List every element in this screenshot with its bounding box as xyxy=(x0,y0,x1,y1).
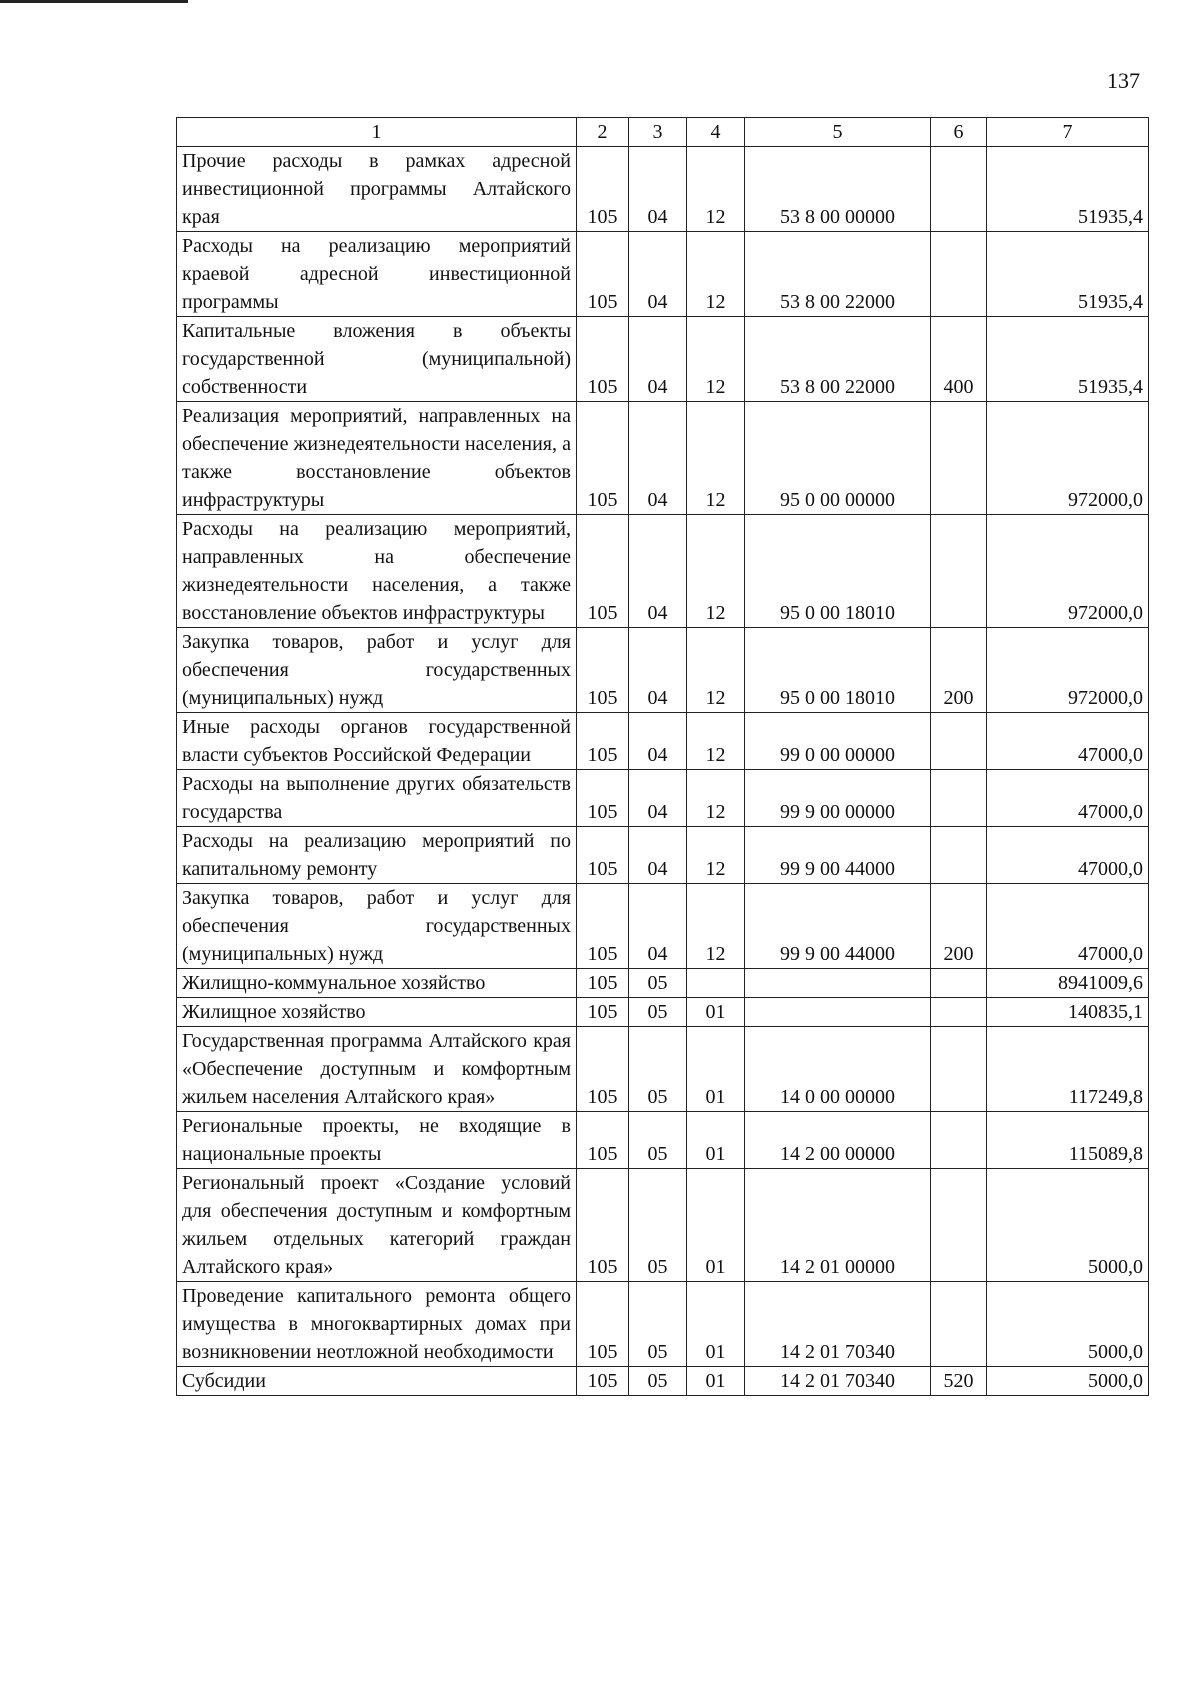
row-code-cell: 14 2 00 00000 xyxy=(745,1112,931,1169)
row-amount-cell: 972000,0 xyxy=(987,402,1149,515)
row-amount-cell: 5000,0 xyxy=(987,1367,1149,1396)
row-code-cell: 99 9 00 44000 xyxy=(745,884,931,969)
table-row xyxy=(177,232,1149,317)
row-code-cell: 14 2 01 70340 xyxy=(745,1367,931,1396)
scan-edge-mark xyxy=(0,0,188,3)
row-name-cell: Реализация мероприятий, направленных на обеспечение жизнедеятельности населения, а также восстановление объектов инфраструктуры xyxy=(177,402,577,515)
row-col-3-cell: 05 xyxy=(629,998,687,1027)
table-row xyxy=(177,969,1149,998)
row-col-2-cell: 105 xyxy=(577,1169,629,1282)
row-name-cell: Расходы на реализацию мероприятий по капитальному ремонту xyxy=(177,827,577,884)
row-col-2-cell: 105 xyxy=(577,317,629,402)
table-row xyxy=(177,1367,1149,1396)
table-row xyxy=(177,317,1149,402)
row-col-4-cell: 12 xyxy=(687,713,745,770)
row-col-6-cell xyxy=(931,713,987,770)
row-amount-cell: 140835,1 xyxy=(987,998,1149,1027)
row-col-4-cell: 12 xyxy=(687,884,745,969)
row-col-4-cell: 12 xyxy=(687,628,745,713)
row-code-cell: 95 0 00 18010 xyxy=(745,515,931,628)
row-name-cell: Проведение капитального ремонта общего имущества в многоквартирных домах при возникновении неотложной необходимости xyxy=(177,1282,577,1367)
header-col-7: 7 xyxy=(987,118,1149,147)
row-name-cell: Закупка товаров, работ и услуг для обеспечения государственных (муниципальных) нужд xyxy=(177,884,577,969)
row-col-6-cell xyxy=(931,827,987,884)
row-name-cell: Региональный проект «Создание условий для обеспечения доступным и комфортным жильем отдельных категорий граждан Алтайского края» xyxy=(177,1169,577,1282)
row-code-cell: 99 0 00 00000 xyxy=(745,713,931,770)
row-col-4-cell: 12 xyxy=(687,232,745,317)
row-col-4-cell: 01 xyxy=(687,1367,745,1396)
row-col-2-cell: 105 xyxy=(577,1027,629,1112)
header-col-1: 1 xyxy=(177,118,577,147)
row-col-2-cell: 105 xyxy=(577,147,629,232)
row-col-2-cell: 105 xyxy=(577,402,629,515)
table-row xyxy=(177,1112,1149,1169)
table-row xyxy=(177,1282,1149,1367)
row-col-4-cell: 01 xyxy=(687,1169,745,1282)
row-code-cell: 99 9 00 44000 xyxy=(745,827,931,884)
row-col-6-cell xyxy=(931,1282,987,1367)
table-row xyxy=(177,515,1149,628)
row-code-cell: 99 9 00 00000 xyxy=(745,770,931,827)
table-row xyxy=(177,402,1149,515)
header-col-5: 5 xyxy=(745,118,931,147)
row-col-2-cell: 105 xyxy=(577,232,629,317)
row-col-6-cell xyxy=(931,1169,987,1282)
row-col-2-cell: 105 xyxy=(577,628,629,713)
row-col-3-cell: 05 xyxy=(629,1112,687,1169)
row-col-4-cell: 12 xyxy=(687,827,745,884)
row-col-2-cell: 105 xyxy=(577,1282,629,1367)
row-col-4-cell: 01 xyxy=(687,1282,745,1367)
row-code-cell: 95 0 00 18010 xyxy=(745,628,931,713)
row-col-6-cell xyxy=(931,147,987,232)
row-col-3-cell: 04 xyxy=(629,628,687,713)
table-row xyxy=(177,628,1149,713)
row-col-4-cell: 01 xyxy=(687,1112,745,1169)
row-col-3-cell: 04 xyxy=(629,770,687,827)
row-col-3-cell: 04 xyxy=(629,232,687,317)
budget-table xyxy=(176,117,1149,1396)
row-col-6-cell: 200 xyxy=(931,884,987,969)
header-col-2: 2 xyxy=(577,118,629,147)
row-code-cell: 14 0 00 00000 xyxy=(745,1027,931,1112)
row-col-4-cell: 12 xyxy=(687,770,745,827)
row-amount-cell: 5000,0 xyxy=(987,1282,1149,1367)
row-col-4-cell: 12 xyxy=(687,317,745,402)
row-name-cell: Государственная программа Алтайского края «Обеспечение доступным и комфортным жильем населения Алтайского края» xyxy=(177,1027,577,1112)
row-name-cell: Закупка товаров, работ и услуг для обеспечения государственных (муниципальных) нужд xyxy=(177,628,577,713)
row-col-3-cell: 05 xyxy=(629,1282,687,1367)
row-amount-cell: 51935,4 xyxy=(987,147,1149,232)
row-col-4-cell: 01 xyxy=(687,1027,745,1112)
row-amount-cell: 117249,8 xyxy=(987,1027,1149,1112)
row-col-6-cell xyxy=(931,402,987,515)
row-col-3-cell: 04 xyxy=(629,402,687,515)
table-row xyxy=(177,827,1149,884)
row-col-3-cell: 04 xyxy=(629,147,687,232)
table-row xyxy=(177,147,1149,232)
row-col-4-cell xyxy=(687,969,745,998)
row-col-3-cell: 05 xyxy=(629,1027,687,1112)
row-amount-cell: 47000,0 xyxy=(987,770,1149,827)
row-code-cell: 53 8 00 22000 xyxy=(745,232,931,317)
row-col-6-cell xyxy=(931,515,987,628)
row-amount-cell: 47000,0 xyxy=(987,884,1149,969)
row-amount-cell: 972000,0 xyxy=(987,628,1149,713)
row-col-4-cell: 12 xyxy=(687,515,745,628)
row-col-6-cell xyxy=(931,232,987,317)
row-col-3-cell: 04 xyxy=(629,884,687,969)
row-col-6-cell xyxy=(931,1027,987,1112)
table-row xyxy=(177,1027,1149,1112)
row-col-2-cell: 105 xyxy=(577,1112,629,1169)
page-number: 137 xyxy=(1107,68,1140,93)
row-col-2-cell: 105 xyxy=(577,770,629,827)
row-col-6-cell xyxy=(931,1112,987,1169)
table-body xyxy=(177,147,1149,1396)
row-col-6-cell xyxy=(931,998,987,1027)
row-code-cell: 95 0 00 00000 xyxy=(745,402,931,515)
row-amount-cell: 5000,0 xyxy=(987,1169,1149,1282)
row-amount-cell: 47000,0 xyxy=(987,713,1149,770)
row-col-3-cell: 04 xyxy=(629,515,687,628)
row-amount-cell: 972000,0 xyxy=(987,515,1149,628)
row-col-3-cell: 04 xyxy=(629,713,687,770)
row-col-3-cell: 04 xyxy=(629,317,687,402)
row-col-2-cell: 105 xyxy=(577,713,629,770)
header-col-4: 4 xyxy=(687,118,745,147)
row-col-3-cell: 05 xyxy=(629,1367,687,1396)
row-amount-cell: 115089,8 xyxy=(987,1112,1149,1169)
row-name-cell: Жилищно-коммунальное хозяйство xyxy=(177,969,577,998)
row-name-cell: Расходы на реализацию мероприятий, направленных на обеспечение жизнедеятельности населения, а также восстановление объектов инфраструктуры xyxy=(177,515,577,628)
row-name-cell: Иные расходы органов государственной власти субъектов Российской Федерации xyxy=(177,713,577,770)
row-code-cell: 14 2 01 70340 xyxy=(745,1282,931,1367)
row-name-cell: Субсидии xyxy=(177,1367,577,1396)
row-col-2-cell: 105 xyxy=(577,884,629,969)
table-row xyxy=(177,713,1149,770)
row-col-4-cell: 12 xyxy=(687,147,745,232)
row-name-cell: Жилищное хозяйство xyxy=(177,998,577,1027)
row-col-3-cell: 05 xyxy=(629,1169,687,1282)
row-col-2-cell: 105 xyxy=(577,969,629,998)
row-col-2-cell: 105 xyxy=(577,827,629,884)
row-amount-cell: 47000,0 xyxy=(987,827,1149,884)
row-col-6-cell xyxy=(931,969,987,998)
table-row xyxy=(177,770,1149,827)
row-col-6-cell xyxy=(931,770,987,827)
table-row xyxy=(177,998,1149,1027)
row-col-2-cell: 105 xyxy=(577,515,629,628)
header-col-6: 6 xyxy=(931,118,987,147)
row-amount-cell: 51935,4 xyxy=(987,232,1149,317)
row-code-cell: 14 2 01 00000 xyxy=(745,1169,931,1282)
row-col-2-cell: 105 xyxy=(577,1367,629,1396)
row-amount-cell: 8941009,6 xyxy=(987,969,1149,998)
row-code-cell xyxy=(745,969,931,998)
row-col-4-cell: 12 xyxy=(687,402,745,515)
row-amount-cell: 51935,4 xyxy=(987,317,1149,402)
row-col-3-cell: 04 xyxy=(629,827,687,884)
row-name-cell: Капитальные вложения в объекты государственной (муниципальной) собственности xyxy=(177,317,577,402)
row-code-cell: 53 8 00 22000 xyxy=(745,317,931,402)
row-col-4-cell: 01 xyxy=(687,998,745,1027)
row-col-6-cell: 520 xyxy=(931,1367,987,1396)
row-name-cell: Расходы на выполнение других обязательств государства xyxy=(177,770,577,827)
row-col-6-cell: 200 xyxy=(931,628,987,713)
row-name-cell: Прочие расходы в рамках адресной инвестиционной программы Алтайского края xyxy=(177,147,577,232)
header-row xyxy=(177,118,1149,147)
row-code-cell: 53 8 00 00000 xyxy=(745,147,931,232)
row-code-cell xyxy=(745,998,931,1027)
row-name-cell: Региональные проекты, не входящие в национальные проекты xyxy=(177,1112,577,1169)
header-col-3: 3 xyxy=(629,118,687,147)
row-col-3-cell: 05 xyxy=(629,969,687,998)
row-col-6-cell: 400 xyxy=(931,317,987,402)
row-col-2-cell: 105 xyxy=(577,998,629,1027)
table-row xyxy=(177,884,1149,969)
row-name-cell: Расходы на реализацию мероприятий краевой адресной инвестиционной программы xyxy=(177,232,577,317)
table-row xyxy=(177,1169,1149,1282)
